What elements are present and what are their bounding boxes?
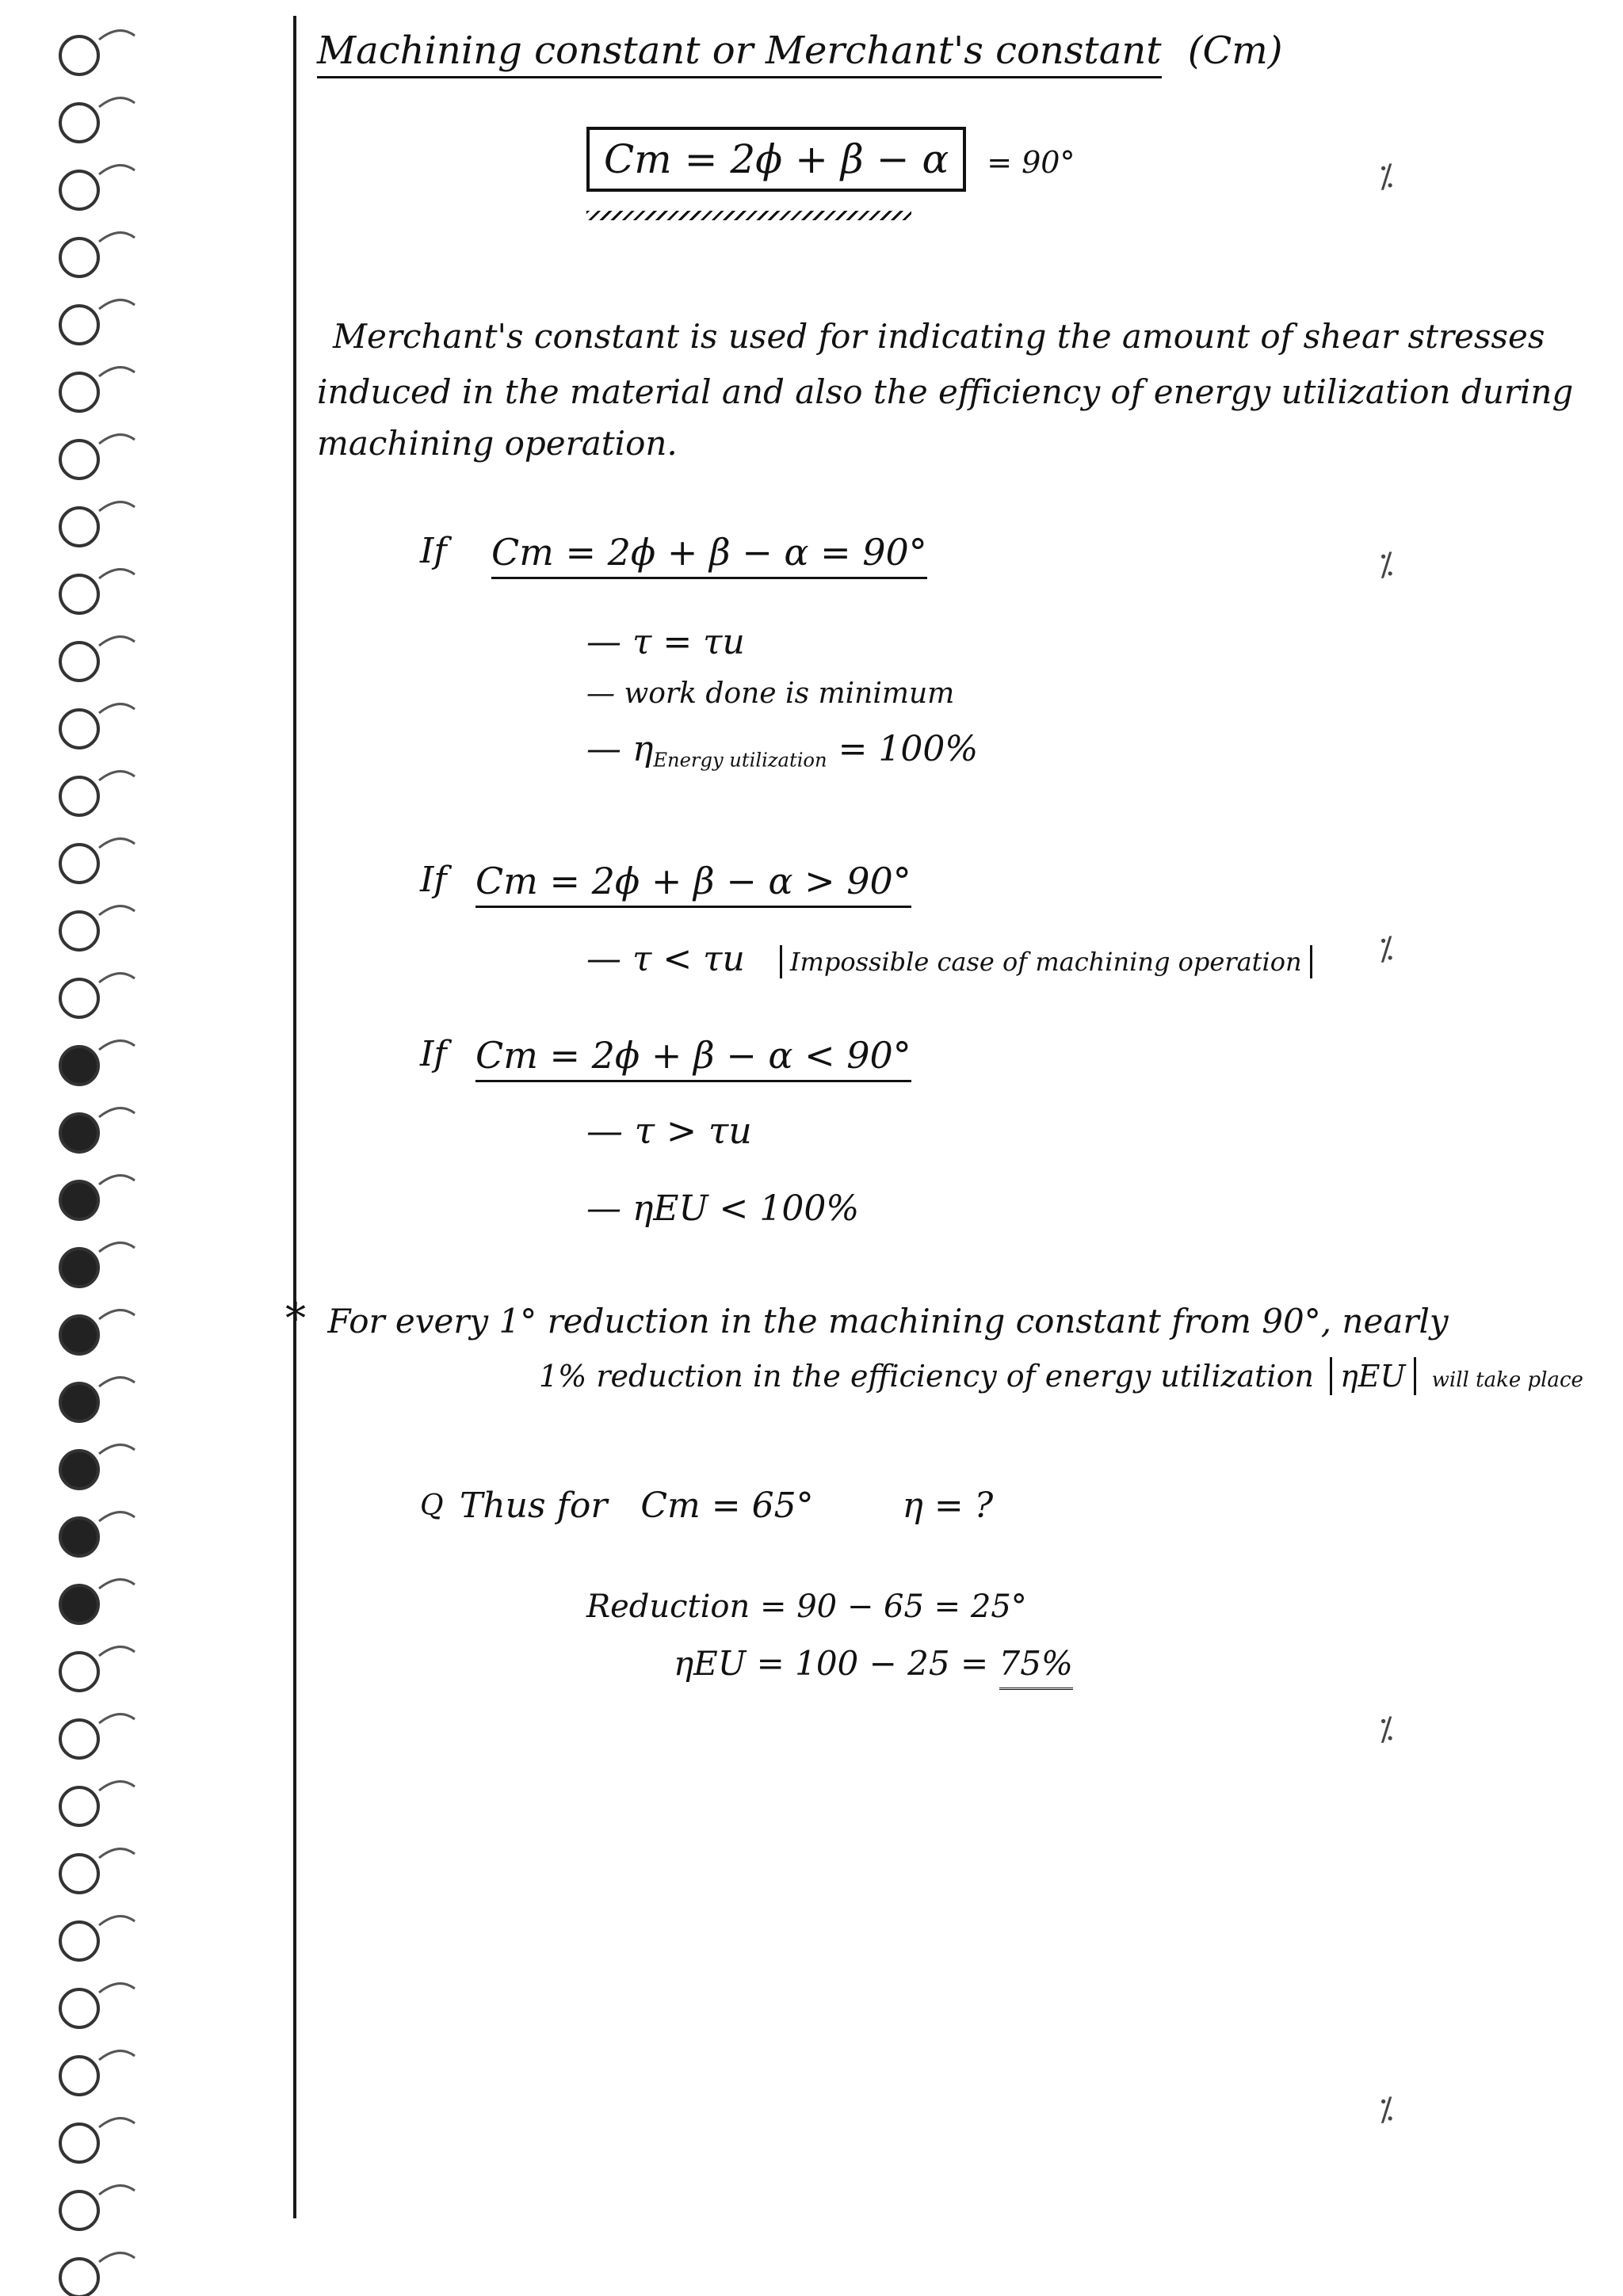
binding-hole: [60, 238, 98, 277]
final-answer: 75%: [999, 1644, 1073, 1690]
binding-coil: [99, 1445, 135, 1454]
binding-coil: [99, 974, 135, 982]
binding-hole: [60, 2124, 98, 2162]
binding-coil: [99, 1108, 135, 1117]
binding-hole: [60, 1383, 98, 1421]
binding-coil: [99, 435, 135, 444]
binding-hole: [60, 171, 98, 209]
binding-coil: [99, 906, 135, 915]
binding-hole: [60, 2191, 98, 2229]
binding-coil: [99, 772, 135, 780]
binding-coil: [99, 1378, 135, 1386]
binding-hole: [60, 1989, 98, 2027]
scan-mark: ⁒: [1379, 2092, 1393, 2128]
page-title-symbol: (Cm): [1187, 29, 1283, 73]
binding-hole: [60, 1787, 98, 1825]
margin-line: [293, 16, 296, 2218]
binding-coil: [99, 1512, 135, 1521]
binding-coil: [99, 502, 135, 511]
binding-hole: [60, 1855, 98, 1893]
binding-hole: [60, 643, 98, 681]
case-greater-relation: — τ < τu: [586, 939, 745, 979]
binding-holes: [60, 31, 135, 2296]
rule-eta-box: ηEU: [1330, 1357, 1416, 1395]
binding-hole: [60, 777, 98, 815]
case-less-bullet-1: — τ > τu: [586, 1109, 752, 1152]
binding-coil: [99, 1917, 135, 1925]
binding-coil: [99, 570, 135, 578]
scan-mark: ⁒: [1379, 931, 1393, 967]
binding-hole: [60, 508, 98, 546]
impossible-note: Impossible case of machining operation: [780, 945, 1312, 978]
scan-mark: ⁒: [1379, 1711, 1393, 1748]
binding-coil: [99, 2119, 135, 2127]
rule-line-2: [539, 1359, 1583, 1394]
binding-hole: [60, 1451, 98, 1489]
rule-line-1-text: For every 1° reduction in the machining constant from 90°, nearly: [327, 1302, 1449, 1341]
case-equal-condition: Cm = 2ϕ + β − α = 90°: [491, 531, 927, 579]
eta-symbol: — η: [586, 729, 654, 769]
binding-coil: [99, 1714, 135, 1723]
case-greater-bullet-1: [586, 939, 1312, 979]
case-less-bullet-2: — ηEU < 100%: [586, 1188, 860, 1229]
page-title: [317, 29, 1282, 73]
case-less-if: If: [420, 1034, 447, 1074]
binding-coil: [99, 300, 135, 309]
binding-hole: [60, 1114, 98, 1152]
binding-hole: [60, 1720, 98, 1758]
binding-coil: [99, 2253, 135, 2262]
binding-coil: [99, 31, 135, 40]
binding-hole: [60, 2259, 98, 2296]
binding-coil: [99, 1782, 135, 1791]
page-title-text: Machining constant or Merchant's constant: [317, 29, 1162, 78]
binding-hole: [60, 1316, 98, 1354]
binding-coil: [99, 1849, 135, 1858]
binding-hole: [60, 1518, 98, 1556]
binding-coil: [99, 637, 135, 646]
case-greater-condition: Cm = 2ϕ + β − α > 90°: [475, 860, 911, 908]
binding-coil: [99, 368, 135, 376]
solution-line-2-text: ηEU = 100 − 25 =: [674, 1644, 999, 1683]
description-line-2: induced in the material and also the efficiency of energy utilization during: [317, 372, 1574, 411]
binding-hole: [60, 373, 98, 411]
binding-hole: [60, 2057, 98, 2095]
eta-subscript: Energy utilization: [653, 749, 827, 772]
binding-hole: [60, 1047, 98, 1085]
binding-hole: [60, 1249, 98, 1287]
binding-hole: [60, 845, 98, 883]
binding-coil: [99, 166, 135, 174]
question-text: Thus for Cm = 65° η = ?: [460, 1486, 994, 1526]
solution-line-1: Reduction = 90 − 65 = 25°: [586, 1589, 1027, 1625]
binding-coil: [99, 1041, 135, 1050]
spiral-binding: [0, 0, 166, 2296]
binding-coil: [99, 1176, 135, 1184]
description-line-1: Merchant's constant is used for indicating the amount of shear stresses: [333, 317, 1545, 356]
binding-coil: [99, 704, 135, 713]
solution-line-2: [674, 1644, 1073, 1683]
scan-mark: ⁒: [1379, 158, 1393, 195]
binding-coil: [99, 2186, 135, 2195]
binding-hole: [60, 710, 98, 748]
rule-line-2-text: 1% reduction in the efficiency of energy utilization: [539, 1359, 1314, 1394]
boxed-formula: [586, 127, 1075, 192]
binding-hole: [60, 1922, 98, 1960]
binding-coil: [99, 98, 135, 107]
binding-coil: [99, 233, 135, 242]
binding-hole: [60, 1181, 98, 1219]
case-equal-bullet-2: — work done is minimum: [586, 677, 955, 710]
binding-hole: [60, 104, 98, 142]
binding-hole: [60, 36, 98, 74]
binding-hole: [60, 306, 98, 344]
binding-coil: [99, 2051, 135, 2060]
rule-line-2-tail: will take place: [1431, 1368, 1583, 1392]
case-less-condition: Cm = 2ϕ + β − α < 90°: [475, 1034, 911, 1082]
binding-hole: [60, 1585, 98, 1623]
formula-hatching: [586, 211, 911, 220]
binding-hole: [60, 979, 98, 1017]
binding-coil: [99, 839, 135, 848]
star-icon: *: [285, 1295, 306, 1343]
binding-coil: [99, 1647, 135, 1656]
case-equal-bullet-1: — τ = τu: [586, 622, 745, 662]
binding-coil: [99, 1243, 135, 1252]
binding-hole: [60, 575, 98, 613]
question-label: Q: [420, 1489, 444, 1522]
binding-coil: [99, 1984, 135, 1993]
binding-hole: [60, 441, 98, 479]
description-line-3: machining operation.: [317, 424, 678, 463]
case-equal-if: If: [420, 531, 447, 571]
binding-coil: [99, 1580, 135, 1589]
case-equal-bullet-3: [586, 729, 978, 771]
binding-hole: [60, 1653, 98, 1691]
binding-coil: [99, 1310, 135, 1319]
formula-rhs: = 90°: [987, 145, 1075, 180]
binding-hole: [60, 912, 98, 950]
scan-mark: ⁒: [1379, 547, 1393, 583]
case-greater-if: If: [420, 860, 447, 900]
eta-value: = 100%: [827, 729, 979, 769]
rule-line-1: [285, 1295, 1449, 1343]
formula-box: Cm = 2ϕ + β − α: [586, 127, 966, 192]
